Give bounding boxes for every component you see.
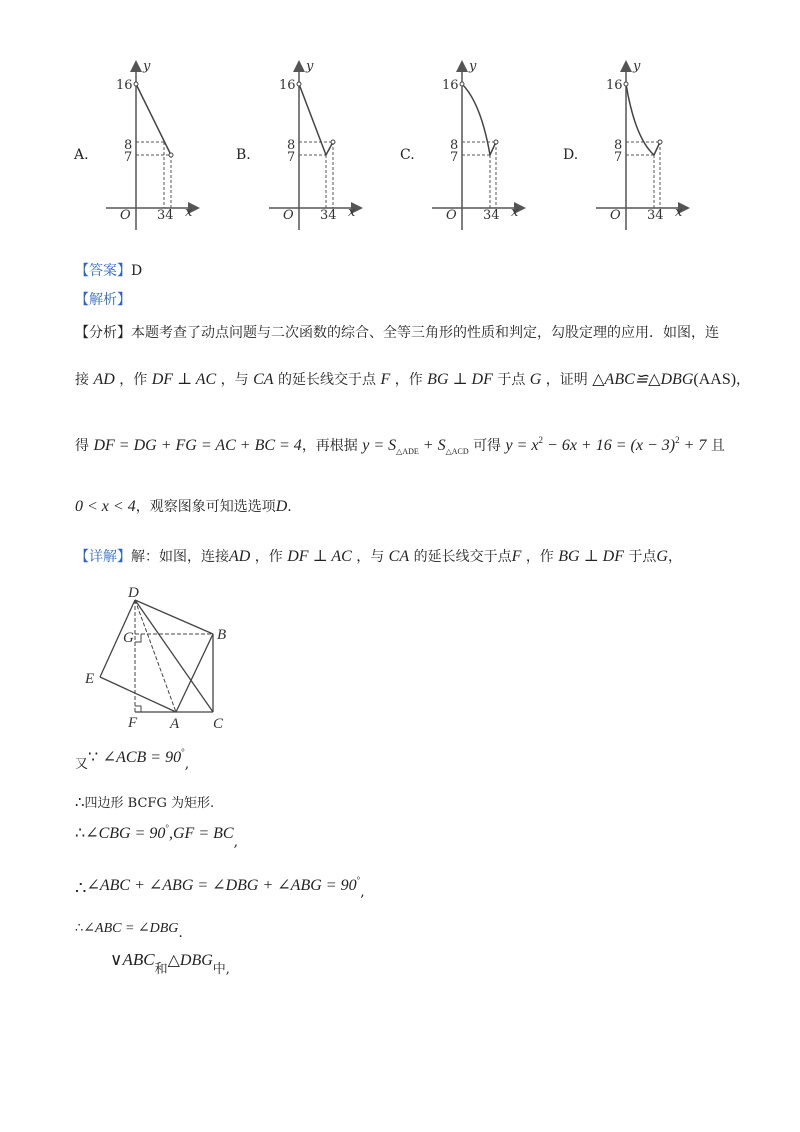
- x-axis-label: x: [511, 205, 519, 220]
- x-tick-3: 34: [483, 208, 500, 223]
- analysis-line-3: 得 DF = DG + FG = AC + BC = 4，再根据 $y = S_{\triangle ADE} + S_{\triangle ACD}$ 可得 $y = x^2 - 6x + 16 = (x - 3)^2 + 7$ 且: [75, 435, 725, 456]
- math-eq1: DF = DG + FG = AC + BC = 4: [93, 437, 302, 454]
- label-a: A: [170, 716, 180, 732]
- curve: [299, 84, 333, 155]
- x-tick-3: 34: [320, 208, 337, 223]
- origin-label: O: [610, 208, 621, 223]
- math-ca: CA: [253, 371, 274, 388]
- y-tick-8: 8: [450, 138, 459, 153]
- y-axis-label: y: [633, 59, 641, 74]
- y-tick-7: 7: [614, 150, 623, 165]
- analysis-text-1: 本题考查了动点问题与二次函数的综合、全等三角形的性质和判定，勾股定理的应用．如图，连: [131, 325, 719, 341]
- origin-label: O: [120, 208, 131, 223]
- option-a-label: A.: [74, 147, 89, 163]
- y-tick-7: 7: [450, 150, 459, 165]
- answer-line: [75, 264, 142, 278]
- y-tick-16: 16: [442, 78, 459, 93]
- x-tick-3: 34: [647, 208, 664, 223]
- x-axis-label: x: [675, 205, 683, 220]
- math-inequality: 0 < x < 4: [75, 498, 136, 515]
- step-5: ∴∠ABC = ∠DBG.: [75, 920, 183, 941]
- option-a-graph-svg: [103, 58, 238, 228]
- y-tick-8: 8: [614, 138, 623, 153]
- step-6: ∨ABC和△DBG中,: [110, 950, 230, 977]
- option-b-graph: [266, 58, 401, 228]
- y-tick-7: 7: [124, 150, 133, 165]
- step-1: 又∵ ∠ACB = 90°,: [75, 747, 190, 772]
- analysis-line-2: 接 AD ，作 DF ⊥ AC ，与 CA 的延长线交于点 F ，作 BG ⊥ DF 于点 G ，证明 △ABC≌△DBG(AAS)，: [75, 371, 751, 388]
- label-g: G: [123, 630, 134, 646]
- label-d: D: [128, 585, 139, 601]
- answer-tag: 【答案】: [75, 263, 131, 279]
- label-e: E: [85, 671, 95, 687]
- geometry-figure-svg: [80, 582, 240, 732]
- option-d-graph-svg: [593, 58, 728, 228]
- detail-tag: 【详解】: [75, 549, 131, 565]
- math-f: F: [380, 371, 391, 388]
- math-aas: (AAS): [693, 371, 737, 388]
- y-axis-label: y: [469, 59, 477, 74]
- y-tick-8: 8: [124, 138, 133, 153]
- math-eq2: y = S: [362, 437, 397, 454]
- geometry-figure: [80, 582, 240, 732]
- y-tick-16: 16: [606, 78, 623, 93]
- step-3: ∴∠CBG = 90°,GF = BC,: [75, 823, 239, 850]
- math-g: G: [529, 371, 542, 388]
- analysis-tag: 【分析】: [75, 325, 131, 341]
- step-4: ∴∠ABC + ∠ABG = ∠DBG + ∠ABG = 90°,: [75, 875, 365, 900]
- option-c-graph: [429, 58, 564, 228]
- y-tick-16: 16: [279, 78, 296, 93]
- option-b-label: B.: [236, 147, 251, 163]
- origin-label: O: [446, 208, 457, 223]
- label-b: B: [217, 627, 227, 643]
- x-tick-3: 34: [157, 208, 174, 223]
- math-ad: AD: [93, 371, 115, 388]
- analysis-line-1: [75, 326, 719, 340]
- y-axis-label: y: [143, 59, 151, 74]
- label-f: F: [128, 715, 138, 731]
- origin-label: O: [283, 208, 294, 223]
- answer-value: D: [131, 263, 143, 279]
- curve: [626, 84, 660, 155]
- step-2: ∴四边形 BCFG 为矩形.: [75, 795, 215, 811]
- x-axis-label: x: [185, 205, 193, 220]
- option-c-graph-svg: [429, 58, 564, 228]
- option-d-graph: [593, 58, 728, 228]
- y-tick-8: 8: [287, 138, 296, 153]
- y-tick-7: 7: [287, 150, 296, 165]
- option-d-label: D.: [563, 147, 579, 163]
- analysis-heading: 【解析】: [75, 292, 131, 308]
- label-c: C: [213, 716, 224, 732]
- analysis-line-4: 0 < x < 4，观察图象可知选选项D.: [75, 498, 292, 515]
- curve: [462, 84, 496, 155]
- curve: [136, 84, 171, 155]
- math-congruence: △ABC≌△DBG: [592, 371, 694, 388]
- option-c-label: C.: [400, 147, 415, 163]
- math-df-perp-ac: DF ⊥ AC: [151, 371, 217, 388]
- detail-line: 【详解】解：如图，连接AD ，作 DF ⊥ AC ，与 CA 的延长线交于点F ，作 BG ⊥ DF 于点G，: [75, 548, 682, 565]
- math-acb-90: ∠ACB = 90: [102, 749, 182, 766]
- math-eq3: y = x: [505, 437, 539, 454]
- math-bg-perp-df: BG ⊥ DF: [427, 371, 493, 388]
- option-b-graph-svg: [266, 58, 401, 228]
- y-axis-label: y: [306, 59, 314, 74]
- option-a-graph: [103, 58, 238, 228]
- x-axis-label: x: [348, 205, 356, 220]
- y-tick-16: 16: [116, 78, 133, 93]
